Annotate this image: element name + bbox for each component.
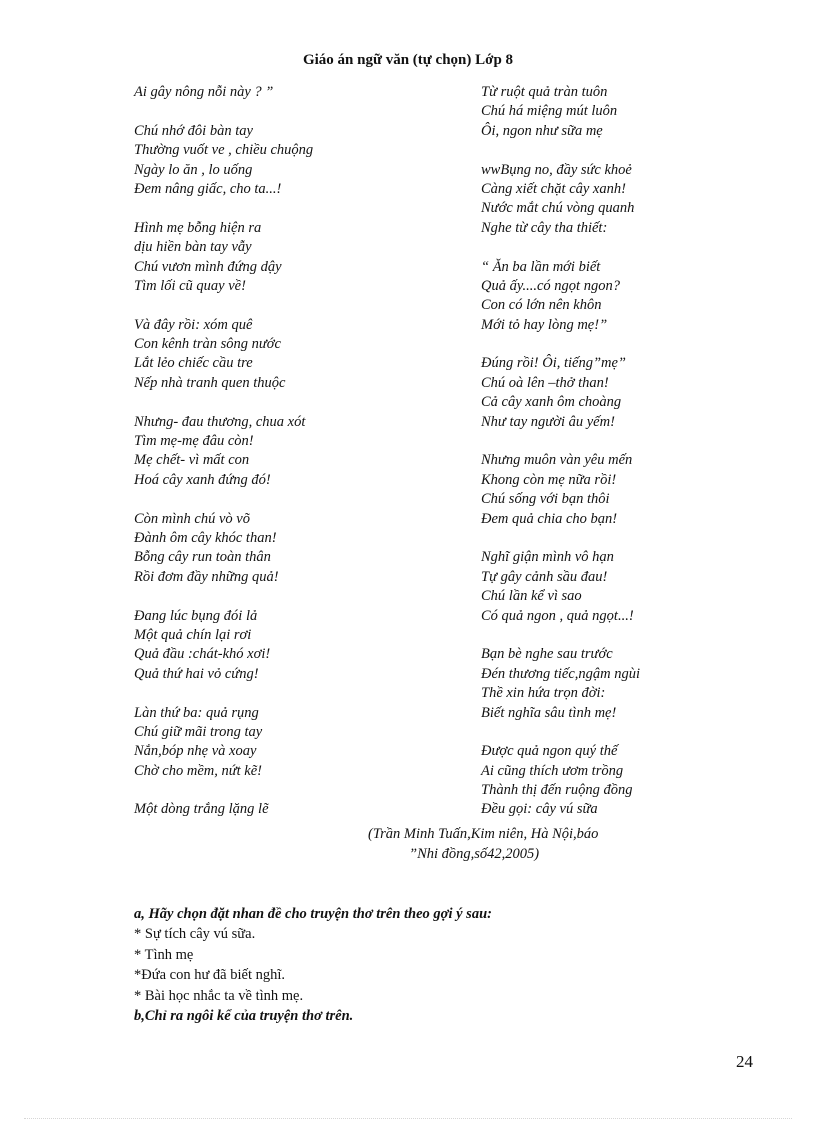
stanza-break <box>134 587 434 606</box>
poem-line: Một dòng trắng lặng lẽ <box>134 801 269 818</box>
poem-citation <box>368 825 668 864</box>
poem-line: Ôi, ngon như sữa mẹ <box>481 122 603 139</box>
stanza-break <box>134 296 434 315</box>
citation-line-1: (Trần Minh Tuấn,Kim niên, Hà Nội,báo <box>368 826 599 842</box>
stanza-break <box>134 102 434 121</box>
poem-line: Một quả chín lại rơi <box>134 626 252 643</box>
question-a-option: * Bài học nhắc ta về tình mẹ. <box>134 987 304 1004</box>
poem-line: Nắn,bóp nhẹ và xoay <box>134 743 257 760</box>
stanza-break <box>481 723 781 742</box>
stanza-break <box>481 529 781 548</box>
poem-line: Đều gọi: cây vú sữa <box>481 801 598 818</box>
poem-left-column <box>134 83 434 820</box>
poem-line: Chú sống với bạn thôi <box>481 491 610 508</box>
poem-line: Và đây rồi: xóm quê <box>134 316 253 333</box>
poem-line: Thề xin hứa trọn đời: <box>481 685 606 702</box>
poem-line: Bỗng cây run toàn thân <box>134 549 271 566</box>
poem-line: Như tay người âu yếm! <box>481 413 615 430</box>
poem-line: Biết nghĩa sâu tình mẹ! <box>481 704 617 721</box>
poem-line: Tìm mẹ-mẹ đâu còn! <box>134 433 254 450</box>
poem-line: Được quả ngon quý thế <box>481 743 618 760</box>
poem-line: Quả thứ hai vỏ cứng! <box>134 665 259 682</box>
poem-line: Mẹ chết- vì mất con <box>134 452 250 469</box>
poem-line: Nhưng- đau thương, chua xót <box>134 413 306 430</box>
question-a-option: *Đứa con hư đã biết nghĩ. <box>134 967 286 984</box>
poem-line: Nghĩ giận mình vô hạn <box>481 549 614 566</box>
stanza-break <box>481 626 781 645</box>
poem-line: Chú lần kể vì sao <box>481 588 582 605</box>
poem-line: Chú nhớ đôi bàn tay <box>134 122 253 139</box>
poem-line: wwBụng no, đầy sức khoẻ <box>481 161 632 178</box>
poem-line: Đén thương tiếc,ngậm ngùi <box>481 665 641 682</box>
poem-line: Chú oà lên –thở than! <box>481 374 609 391</box>
page-number: 24 <box>736 1052 753 1071</box>
stanza-break <box>134 781 434 800</box>
poem-line: Đem quả chia cho bạn! <box>481 510 618 527</box>
poem-line: Ngày lo ăn , lo uống <box>134 161 253 178</box>
poem-line: dịu hiền bàn tay vẫy <box>134 239 252 256</box>
poem-line: Thường vuốt ve , chiều chuộng <box>134 142 314 159</box>
stanza-break <box>481 238 781 257</box>
poem-line: Chú giữ mãi trong tay <box>134 723 263 740</box>
poem-line: Nghe từ cây tha thiết: <box>481 219 608 236</box>
poem-line: Con kênh tràn sông nước <box>134 336 281 353</box>
poem-line: Lắt lẻo chiếc cầu tre <box>134 355 253 372</box>
footer-divider <box>24 1118 792 1119</box>
poem-line: Quả ấy....có ngọt ngon? <box>481 277 620 294</box>
poem-line: Quả đầu :chát-khó xơi! <box>134 646 271 663</box>
poem-line: Từ ruột quả tràn tuôn <box>481 84 608 100</box>
poem-line: Đành ôm cây khóc than! <box>134 529 277 546</box>
poem-line: Nếp nhà tranh quen thuộc <box>134 374 286 391</box>
poem-line: Hoá cây xanh đứng đó! <box>134 471 271 488</box>
page-title: Giáo án ngữ văn (tự chọn) Lớp 8 <box>302 52 514 68</box>
poem-line: Mới tỏ hay lòng mẹ!” <box>481 316 608 333</box>
poem-line: Chú vươn mình đứng dậy <box>134 258 282 275</box>
stanza-break <box>134 490 434 509</box>
poem-line: Nước mắt chú vòng quanh <box>481 200 635 217</box>
poem-line: Đem nâng giấc, cho ta...! <box>134 180 282 197</box>
stanza-break <box>481 432 781 451</box>
poem-right-column <box>481 83 781 820</box>
poem-line: Hình mẹ bỗng hiện ra <box>134 219 262 236</box>
poem-line: Bạn bè nghe sau trước <box>481 646 613 663</box>
poem-line: Có quả ngon , quả ngọt...! <box>481 607 634 624</box>
poem-line: Càng xiết chặt cây xanh! <box>481 180 626 197</box>
poem-line: Đúng rồi! Ôi, tiếng”mẹ” <box>481 355 626 372</box>
citation-line-2: ”Nhi đồng,số42,2005) <box>409 845 540 862</box>
question-a-option: * Sự tích cây vú sữa. <box>134 926 256 943</box>
poem-line: Con có lớn nên khôn <box>481 297 602 314</box>
poem-line: Ai cũng thích ươm trồng <box>481 762 624 779</box>
poem-line: “ Ăn ba lần mới biết <box>481 258 601 275</box>
poem-line: Rồi đơm đầy những quả! <box>134 568 279 585</box>
poem-line: Tìm lối cũ quay về! <box>134 277 246 294</box>
stanza-break <box>481 141 781 160</box>
stanza-break <box>134 199 434 218</box>
poem-line: Còn mình chú vò võ <box>134 510 250 527</box>
question-a-heading: a, Hãy chọn đặt nhan đề cho truyện thơ trên theo gợi ý sau: <box>134 906 492 922</box>
poem-line: Thành thị đến ruộng đồng <box>481 782 633 799</box>
stanza-break <box>134 684 434 703</box>
question-a-option: * Tình mẹ <box>134 946 194 963</box>
poem-line: Làn thứ ba: quả rụng <box>134 704 259 721</box>
poem-line: Đang lúc bụng đói lả <box>134 607 258 624</box>
poem-line: Chờ cho mềm, nứt kẽ! <box>134 762 262 779</box>
poem-line: Tự gây cảnh sầu đau! <box>481 568 608 585</box>
questions-section <box>134 904 734 1026</box>
poem-line: Ai gây nông nỗi này ? ” <box>134 84 274 100</box>
poem-line: Cả cây xanh ôm choàng <box>481 394 622 411</box>
poem-line: Nhưng muôn vàn yêu mến <box>481 452 633 469</box>
poem-line: Khong còn mẹ nữa rồi! <box>481 471 617 488</box>
question-b-heading: b,Chỉ ra ngôi kể của truyện thơ trên. <box>134 1008 354 1025</box>
stanza-break <box>134 393 434 412</box>
stanza-break <box>481 335 781 354</box>
poem-line: Chú há miệng mút luôn <box>481 103 618 120</box>
